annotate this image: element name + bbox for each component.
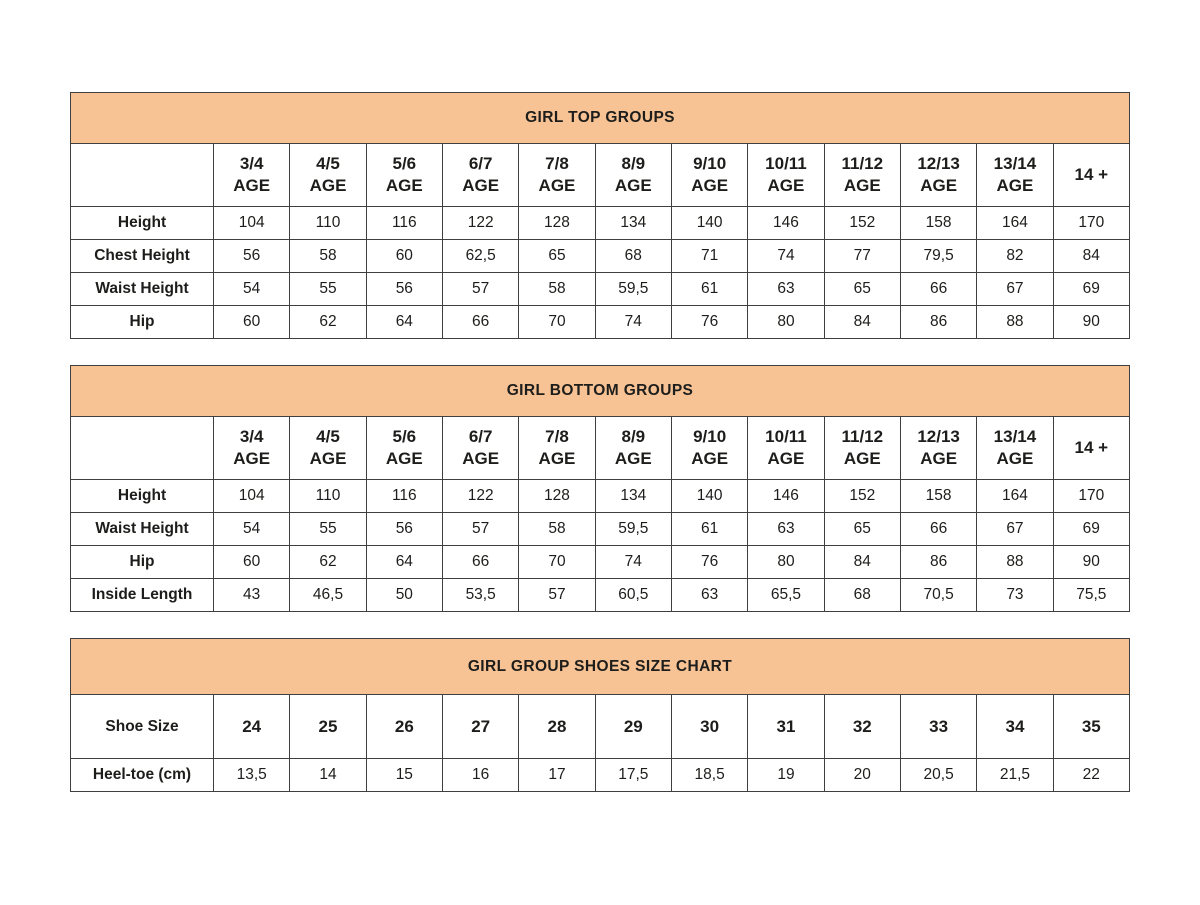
age-column-header-line: 4/5	[316, 426, 340, 446]
age-column-header-line: 9/10	[693, 426, 727, 446]
cell-value: 152	[824, 480, 900, 513]
cell-value: 66	[900, 273, 976, 306]
cell-value: 82	[977, 240, 1053, 273]
cell-value: 76	[671, 546, 747, 579]
cell-value: 116	[366, 207, 442, 240]
row-label: Waist Height	[71, 273, 214, 306]
cell-value: 77	[824, 240, 900, 273]
age-column-header-line: 6/7	[468, 426, 493, 446]
girl-bottom-groups-table	[70, 365, 1130, 612]
cell-value: 59,5	[595, 273, 671, 306]
age-column-header	[900, 417, 976, 480]
table-row	[71, 759, 1130, 792]
cell-value: 67	[977, 273, 1053, 306]
cell-value: 34	[977, 695, 1053, 759]
cell-value: 164	[977, 480, 1053, 513]
column-header-row	[71, 144, 1130, 207]
cell-value: 54	[214, 273, 290, 306]
age-column-header	[290, 417, 366, 480]
table-row	[71, 273, 1130, 306]
age-column-header	[1053, 144, 1129, 207]
table-row	[71, 240, 1130, 273]
cell-value: 86	[900, 306, 976, 339]
cell-value: 79,5	[900, 240, 976, 273]
cell-value: 158	[900, 480, 976, 513]
row-label: Heel-toe (cm)	[71, 759, 214, 792]
row-label: Height	[71, 480, 214, 513]
cell-value: 134	[595, 207, 671, 240]
cell-value: 140	[671, 207, 747, 240]
cell-value: 90	[1053, 546, 1129, 579]
cell-value: 66	[900, 513, 976, 546]
cell-value: 64	[366, 306, 442, 339]
age-column-header-line: 8/9	[621, 153, 646, 173]
table-row	[71, 207, 1130, 240]
cell-value: 56	[366, 273, 442, 306]
age-column-header-line: AGE	[920, 176, 958, 195]
age-column-header	[442, 144, 518, 207]
row-label: Height	[71, 207, 214, 240]
table-row	[71, 480, 1130, 513]
age-column-header-line: AGE	[996, 449, 1034, 468]
table-title: GIRL TOP GROUPS	[71, 93, 1130, 144]
table-row	[71, 513, 1130, 546]
age-column-header-line: 3/4	[239, 426, 264, 446]
cell-value: 122	[442, 480, 518, 513]
cell-value: 70	[519, 306, 595, 339]
cell-value: 70	[519, 546, 595, 579]
age-column-header-line: 11/12	[841, 426, 884, 446]
age-column-header-line: AGE	[996, 176, 1034, 195]
table-row	[71, 546, 1130, 579]
cell-value: 158	[900, 207, 976, 240]
cell-value: 27	[442, 695, 518, 759]
cell-value: 15	[366, 759, 442, 792]
cell-value: 140	[671, 480, 747, 513]
age-column-header	[290, 144, 366, 207]
age-column-header	[214, 144, 290, 207]
cell-value: 63	[748, 513, 824, 546]
cell-value: 20	[824, 759, 900, 792]
cell-value: 64	[366, 546, 442, 579]
cell-value: 71	[671, 240, 747, 273]
age-column-header	[671, 144, 747, 207]
age-column-header-line: AGE	[767, 176, 805, 195]
age-column-header	[519, 144, 595, 207]
cell-value: 55	[290, 513, 366, 546]
age-column-header-line: AGE	[233, 176, 271, 195]
age-column-header-line: 10/11	[765, 153, 807, 173]
cell-value: 110	[290, 207, 366, 240]
cell-value: 53,5	[442, 579, 518, 612]
age-column-header-line: AGE	[233, 449, 271, 468]
age-column-header-line: 4/5	[316, 153, 340, 173]
age-column-header-line: AGE	[385, 449, 423, 468]
table-title-row	[71, 93, 1130, 144]
cell-value: 61	[671, 513, 747, 546]
table-row	[71, 306, 1130, 339]
cell-value: 57	[442, 513, 518, 546]
cell-value: 73	[977, 579, 1053, 612]
cell-value: 74	[595, 546, 671, 579]
cell-value: 74	[595, 306, 671, 339]
table-title: GIRL BOTTOM GROUPS	[71, 366, 1130, 417]
age-column-header	[595, 144, 671, 207]
cell-value: 65	[824, 273, 900, 306]
cell-value: 90	[1053, 306, 1129, 339]
table-row	[71, 695, 1130, 759]
age-column-header-line: AGE	[309, 449, 347, 468]
age-column-header-line: AGE	[614, 176, 652, 195]
cell-value: 68	[824, 579, 900, 612]
cell-value: 128	[519, 480, 595, 513]
cell-value: 61	[671, 273, 747, 306]
cell-value: 57	[442, 273, 518, 306]
age-column-header-line: 10/11	[765, 426, 807, 446]
cell-value: 170	[1053, 207, 1129, 240]
row-label: Waist Height	[71, 513, 214, 546]
cell-value: 76	[671, 306, 747, 339]
cell-value: 164	[977, 207, 1053, 240]
row-label: Hip	[71, 306, 214, 339]
cell-value: 62	[290, 546, 366, 579]
cell-value: 57	[519, 579, 595, 612]
age-column-header	[671, 417, 747, 480]
corner-cell	[71, 144, 214, 207]
cell-value: 58	[519, 273, 595, 306]
age-column-header-line: 11/12	[841, 153, 884, 173]
age-column-header-line: 7/8	[545, 153, 569, 173]
cell-value: 66	[442, 546, 518, 579]
age-column-header	[214, 417, 290, 480]
age-column-header-line: 8/9	[621, 426, 646, 446]
cell-value: 60,5	[595, 579, 671, 612]
cell-value: 152	[824, 207, 900, 240]
cell-value: 13,5	[214, 759, 290, 792]
cell-value: 110	[290, 480, 366, 513]
cell-value: 60	[214, 546, 290, 579]
cell-value: 128	[519, 207, 595, 240]
row-label: Chest Height	[71, 240, 214, 273]
age-column-header-line: AGE	[691, 449, 729, 468]
cell-value: 35	[1053, 695, 1129, 759]
cell-value: 59,5	[595, 513, 671, 546]
age-column-header-line: 3/4	[239, 153, 264, 173]
age-column-header	[900, 144, 976, 207]
table-title-row	[71, 639, 1130, 695]
age-column-header-line: AGE	[920, 449, 958, 468]
cell-value: 22	[1053, 759, 1129, 792]
age-column-header	[977, 144, 1053, 207]
cell-value: 88	[977, 306, 1053, 339]
cell-value: 84	[824, 546, 900, 579]
cell-value: 134	[595, 480, 671, 513]
cell-value: 55	[290, 273, 366, 306]
cell-value: 104	[214, 480, 290, 513]
age-column-header-line: AGE	[462, 449, 500, 468]
cell-value: 63	[671, 579, 747, 612]
age-column-header	[977, 417, 1053, 480]
cell-value: 58	[290, 240, 366, 273]
age-column-header-line: 14 +	[1074, 164, 1109, 184]
cell-value: 31	[748, 695, 824, 759]
cell-value: 67	[977, 513, 1053, 546]
cell-value: 88	[977, 546, 1053, 579]
cell-value: 17	[519, 759, 595, 792]
cell-value: 84	[824, 306, 900, 339]
age-column-header	[366, 417, 442, 480]
cell-value: 116	[366, 480, 442, 513]
cell-value: 65	[519, 240, 595, 273]
cell-value: 65	[824, 513, 900, 546]
cell-value: 146	[748, 207, 824, 240]
cell-value: 104	[214, 207, 290, 240]
cell-value: 50	[366, 579, 442, 612]
cell-value: 80	[748, 546, 824, 579]
girl-top-groups-table	[70, 92, 1130, 339]
cell-value: 33	[900, 695, 976, 759]
cell-value: 80	[748, 306, 824, 339]
cell-value: 75,5	[1053, 579, 1129, 612]
cell-value: 26	[366, 695, 442, 759]
age-column-header-line: 6/7	[468, 153, 493, 173]
age-column-header-line: 5/6	[392, 426, 417, 446]
cell-value: 70,5	[900, 579, 976, 612]
age-column-header-line: 14 +	[1074, 437, 1109, 457]
corner-cell	[71, 417, 214, 480]
age-column-header-line: 12/13	[917, 426, 960, 446]
cell-value: 16	[442, 759, 518, 792]
age-column-header-line: AGE	[767, 449, 805, 468]
cell-value: 62	[290, 306, 366, 339]
cell-value: 170	[1053, 480, 1129, 513]
cell-value: 58	[519, 513, 595, 546]
age-column-header-line: AGE	[614, 449, 652, 468]
row-label: Inside Length	[71, 579, 214, 612]
age-column-header-line: AGE	[691, 176, 729, 195]
cell-value: 56	[366, 513, 442, 546]
age-column-header-line: AGE	[843, 176, 881, 195]
cell-value: 29	[595, 695, 671, 759]
cell-value: 69	[1053, 513, 1129, 546]
age-column-header	[748, 144, 824, 207]
age-column-header	[442, 417, 518, 480]
cell-value: 21,5	[977, 759, 1053, 792]
cell-value: 46,5	[290, 579, 366, 612]
cell-value: 20,5	[900, 759, 976, 792]
age-column-header	[1053, 417, 1129, 480]
age-column-header	[366, 144, 442, 207]
cell-value: 14	[290, 759, 366, 792]
cell-value: 43	[214, 579, 290, 612]
cell-value: 25	[290, 695, 366, 759]
size-charts-container	[70, 92, 1130, 818]
age-column-header	[824, 417, 900, 480]
age-column-header-line: AGE	[385, 176, 423, 195]
age-column-header-line: 7/8	[545, 426, 569, 446]
age-column-header	[519, 417, 595, 480]
age-column-header-line: AGE	[309, 176, 347, 195]
cell-value: 56	[214, 240, 290, 273]
cell-value: 17,5	[595, 759, 671, 792]
age-column-header-line: 13/14	[993, 153, 1037, 173]
cell-value: 66	[442, 306, 518, 339]
age-column-header-line: AGE	[462, 176, 500, 195]
age-column-header-line: AGE	[538, 176, 576, 195]
cell-value: 146	[748, 480, 824, 513]
cell-value: 60	[214, 306, 290, 339]
cell-value: 74	[748, 240, 824, 273]
cell-value: 18,5	[671, 759, 747, 792]
girl-shoes-size-chart-table	[70, 638, 1130, 792]
cell-value: 30	[671, 695, 747, 759]
cell-value: 68	[595, 240, 671, 273]
cell-value: 65,5	[748, 579, 824, 612]
cell-value: 69	[1053, 273, 1129, 306]
table-title-row	[71, 366, 1130, 417]
age-column-header-line: AGE	[843, 449, 881, 468]
age-column-header-line: 12/13	[917, 153, 960, 173]
cell-value: 19	[748, 759, 824, 792]
cell-value: 84	[1053, 240, 1129, 273]
cell-value: 86	[900, 546, 976, 579]
column-header-row	[71, 417, 1130, 480]
table-row	[71, 579, 1130, 612]
age-column-header-line: 9/10	[693, 153, 727, 173]
age-column-header	[824, 144, 900, 207]
cell-value: 54	[214, 513, 290, 546]
cell-value: 24	[214, 695, 290, 759]
cell-value: 122	[442, 207, 518, 240]
cell-value: 32	[824, 695, 900, 759]
row-label: Hip	[71, 546, 214, 579]
age-column-header-line: 5/6	[392, 153, 417, 173]
cell-value: 63	[748, 273, 824, 306]
cell-value: 62,5	[442, 240, 518, 273]
row-label: Shoe Size	[71, 695, 214, 759]
cell-value: 28	[519, 695, 595, 759]
age-column-header	[748, 417, 824, 480]
age-column-header-line: 13/14	[993, 426, 1037, 446]
age-column-header-line: AGE	[538, 449, 576, 468]
age-column-header	[595, 417, 671, 480]
table-title: GIRL GROUP SHOES SIZE CHART	[71, 639, 1130, 695]
cell-value: 60	[366, 240, 442, 273]
